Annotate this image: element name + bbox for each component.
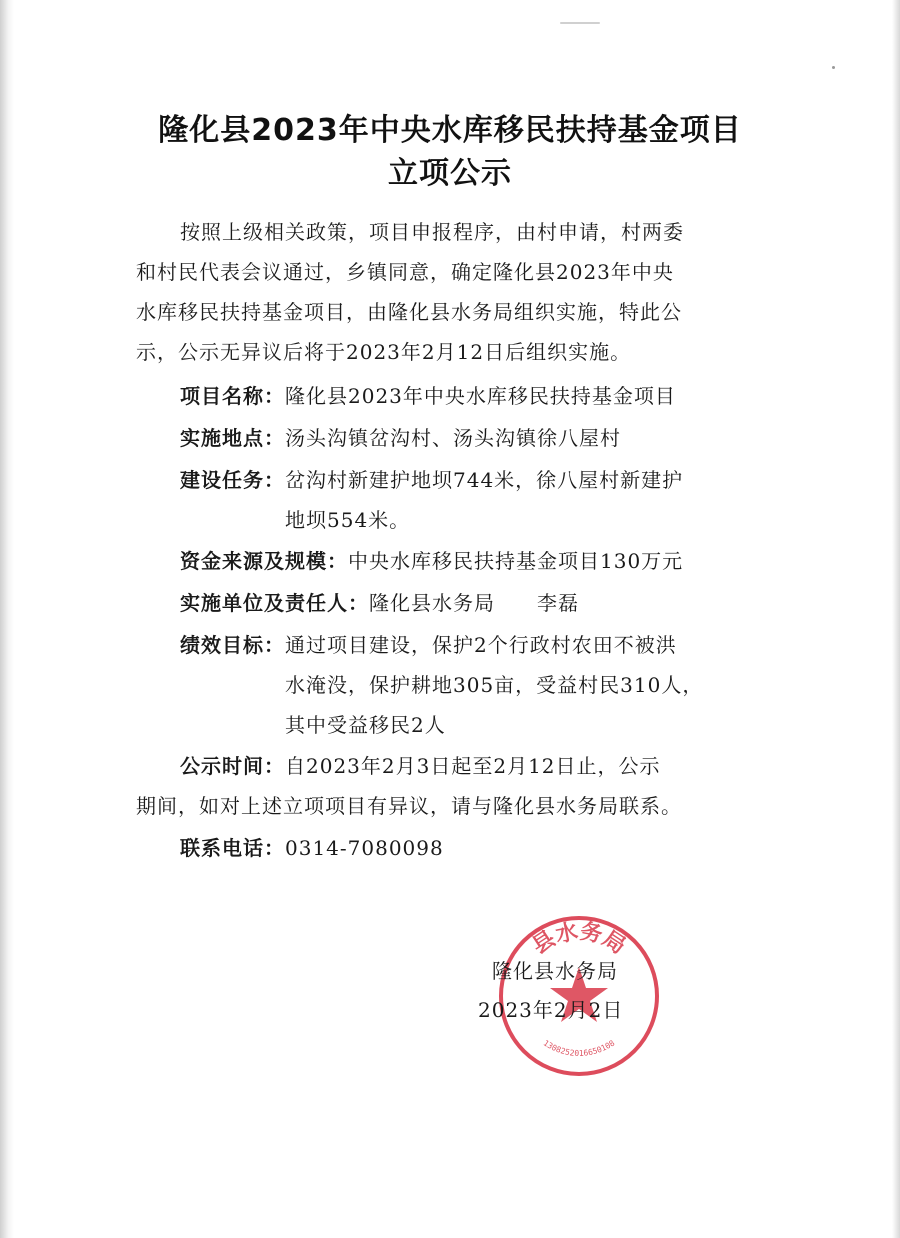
field-value: 隆化县2023年中央水库移民扶持基金项目 [285, 384, 676, 408]
signature-date: 2023年2月2日 [478, 998, 624, 1022]
field-value-line: 通过项目建设，保护2个行政村农田不被洪 [285, 633, 677, 657]
intro-line: 按照上级相关政策，项目申报程序，由村申请，村两委 [180, 220, 684, 244]
field-value [285, 625, 760, 745]
field-label: 项目名称： [180, 384, 285, 408]
document-title-line2: 立项公示 [388, 156, 512, 191]
publicity-line1 [136, 746, 756, 786]
field-unit [180, 583, 760, 623]
seal-bottom-text: 1308252016650108 [541, 1038, 617, 1058]
field-value-line: 水淹没，保护耕地305亩，受益村民310人， [285, 673, 704, 697]
intro-line: 水库移民扶持基金项目，由隆化县水务局组织实施，特此公 [136, 300, 682, 324]
field-label: 绩效目标： [180, 633, 285, 657]
field-construction [180, 460, 760, 540]
intro-line: 示，公示无异议后将于2023年2月12日后组织实施。 [136, 340, 632, 364]
intro-paragraph [136, 212, 756, 372]
publicity-line2: 期间，如对上述立项项目有异议，请与隆化县水务局联系。 [136, 794, 682, 818]
field-value-line: 地坝554米。 [285, 508, 411, 532]
svg-text:1308252016650108 [542, 1038, 617, 1058]
scan-edge-shadow-right [892, 0, 900, 1238]
field-value: 自2023年2月3日起至2月12日止，公示 [285, 754, 661, 778]
field-value-line: 岔沟村新建护地坝744米，徐八屋村新建护 [285, 468, 684, 492]
field-label: 建设任务： [180, 468, 285, 492]
field-publicity [136, 746, 756, 826]
field-label: 联系电话： [180, 836, 285, 860]
field-funding [180, 541, 760, 581]
field-value: 汤头沟镇岔沟村、汤头沟镇徐八屋村 [285, 426, 621, 450]
scan-speck [560, 22, 600, 24]
field-value: 中央水库移民扶持基金项目130万元 [348, 549, 684, 573]
field-label: 实施单位及责任人： [180, 591, 369, 615]
field-label: 实施地点： [180, 426, 285, 450]
scan-speck [832, 66, 835, 69]
field-value-line: 其中受益移民2人 [285, 713, 446, 737]
field-location [180, 418, 760, 458]
document-title-line1: 隆化县2023年中央水库移民扶持基金项目 [158, 113, 742, 148]
scan-edge-shadow [0, 0, 14, 1238]
seal-top-text: 县水务局 [528, 919, 630, 960]
field-project-name [180, 376, 760, 416]
field-label: 资金来源及规模： [180, 549, 348, 573]
field-label: 公示时间： [180, 754, 285, 778]
field-value: 0314-7080098 [285, 836, 444, 860]
field-value [285, 460, 760, 540]
signature-org: 隆化县水务局 [492, 959, 618, 983]
field-performance [180, 625, 760, 745]
intro-line: 和村民代表会议通过，乡镇同意，确定隆化县2023年中央 [136, 260, 674, 284]
field-value: 隆化县水务局 李磊 [369, 591, 579, 615]
field-phone [180, 828, 760, 868]
